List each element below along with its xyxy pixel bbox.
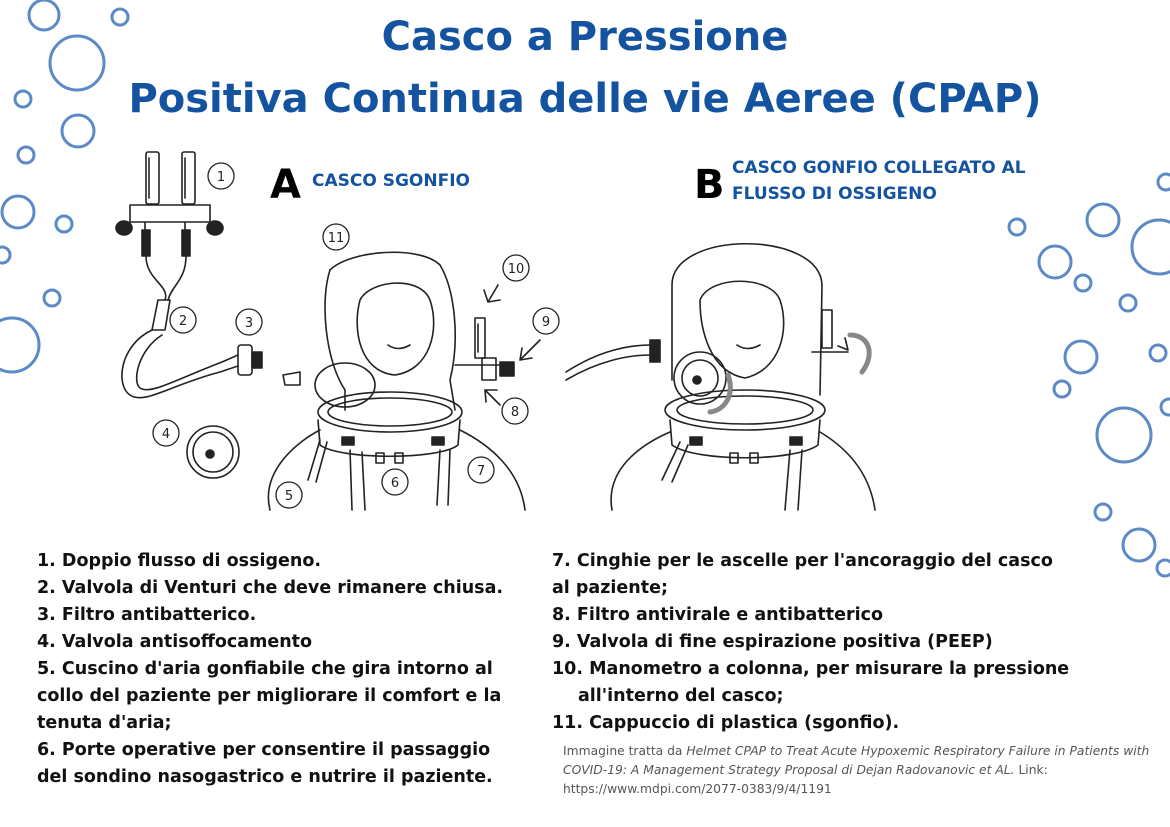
credit-prefix: Immagine tratta da: [563, 744, 687, 758]
legend-item-10-line2: all'interno del casco;: [578, 686, 784, 706]
callout-8: 8: [510, 405, 520, 420]
legend-item-7: 7. Cinghie per le ascelle per l'ancoraggio del casco al paziente;: [552, 551, 1053, 598]
patient-b: [566, 244, 875, 510]
callout-2: 2: [178, 314, 188, 329]
credit-paper-title: Helmet CPAP to Treat Acute Hypoxemic Respiratory Failure in Patients with COVID-19: A Management Strategy Proposal di Dejan Radovanovic et AL.: [563, 744, 1150, 777]
oxygen-flowmeters: [116, 152, 226, 300]
panel-a-letter: A: [270, 162, 301, 208]
panel-b-letter: B: [694, 162, 725, 208]
legend-item-5: 5. Cuscino d'aria gonfiabile che gira intorno al collo del paziente per migliorare il comfort e la tenuta d'aria;: [37, 659, 502, 733]
callout-3: 3: [244, 316, 254, 331]
legend-right: [552, 548, 1072, 737]
callout-1: 1: [216, 170, 226, 185]
panel-b-caption-line2: FLUSSO DI OSSIGENO: [732, 184, 937, 204]
antibacterial-filter: [238, 345, 262, 375]
legend-left: [37, 548, 517, 791]
callout-4: 4: [161, 427, 171, 442]
callout-7: 7: [476, 464, 486, 479]
callout-11: 11: [327, 231, 345, 246]
legend-item-4: 4. Valvola antisoffocamento: [37, 632, 313, 652]
panel-a-caption: CASCO SGONFIO: [312, 171, 470, 191]
legend-item-11: 11. Cappuccio di plastica (sgonfio).: [552, 713, 900, 733]
legend-item-10-line1: 10. Manometro a colonna, per misurare la pressione: [552, 659, 1070, 679]
credit-link-label: Link:: [1014, 763, 1048, 777]
legend-item-9: 9. Valvola di fine espirazione positiva (PEEP): [552, 632, 993, 652]
legend-item-2: 2. Valvola di Venturi che deve rimanere chiusa.: [37, 578, 504, 598]
legend-item-1: 1. Doppio flusso di ossigeno.: [37, 551, 322, 571]
manometer-peep-a: [455, 285, 540, 405]
credit-url[interactable]: https://www.mdpi.com/2077-0383/9/4/1191: [563, 782, 832, 796]
legend-item-3: 3. Filtro antibatterico.: [37, 605, 257, 625]
page-title-line2: Positiva Continua delle vie Aeree (CPAP): [128, 76, 1042, 122]
callout-5: 5: [284, 489, 294, 504]
panel-b-caption-line1: CASCO GONFIO COLLEGATO AL: [732, 158, 1026, 178]
legend-item-8: 8. Filtro antivirale e antibatterico: [552, 605, 883, 625]
callout-10: 10: [507, 262, 525, 277]
anti-asphyxia-valve: [187, 426, 239, 478]
image-credit: [563, 742, 1153, 799]
callout-6: 6: [390, 476, 400, 491]
legend-item-6: 6. Porte operative per consentire il passaggio del sondino nasogastrico e nutrire il paziente.: [37, 740, 493, 787]
callout-9: 9: [541, 315, 551, 330]
legend-item-10: [552, 656, 1072, 710]
page-title-line1: Casco a Pressione: [381, 14, 789, 60]
